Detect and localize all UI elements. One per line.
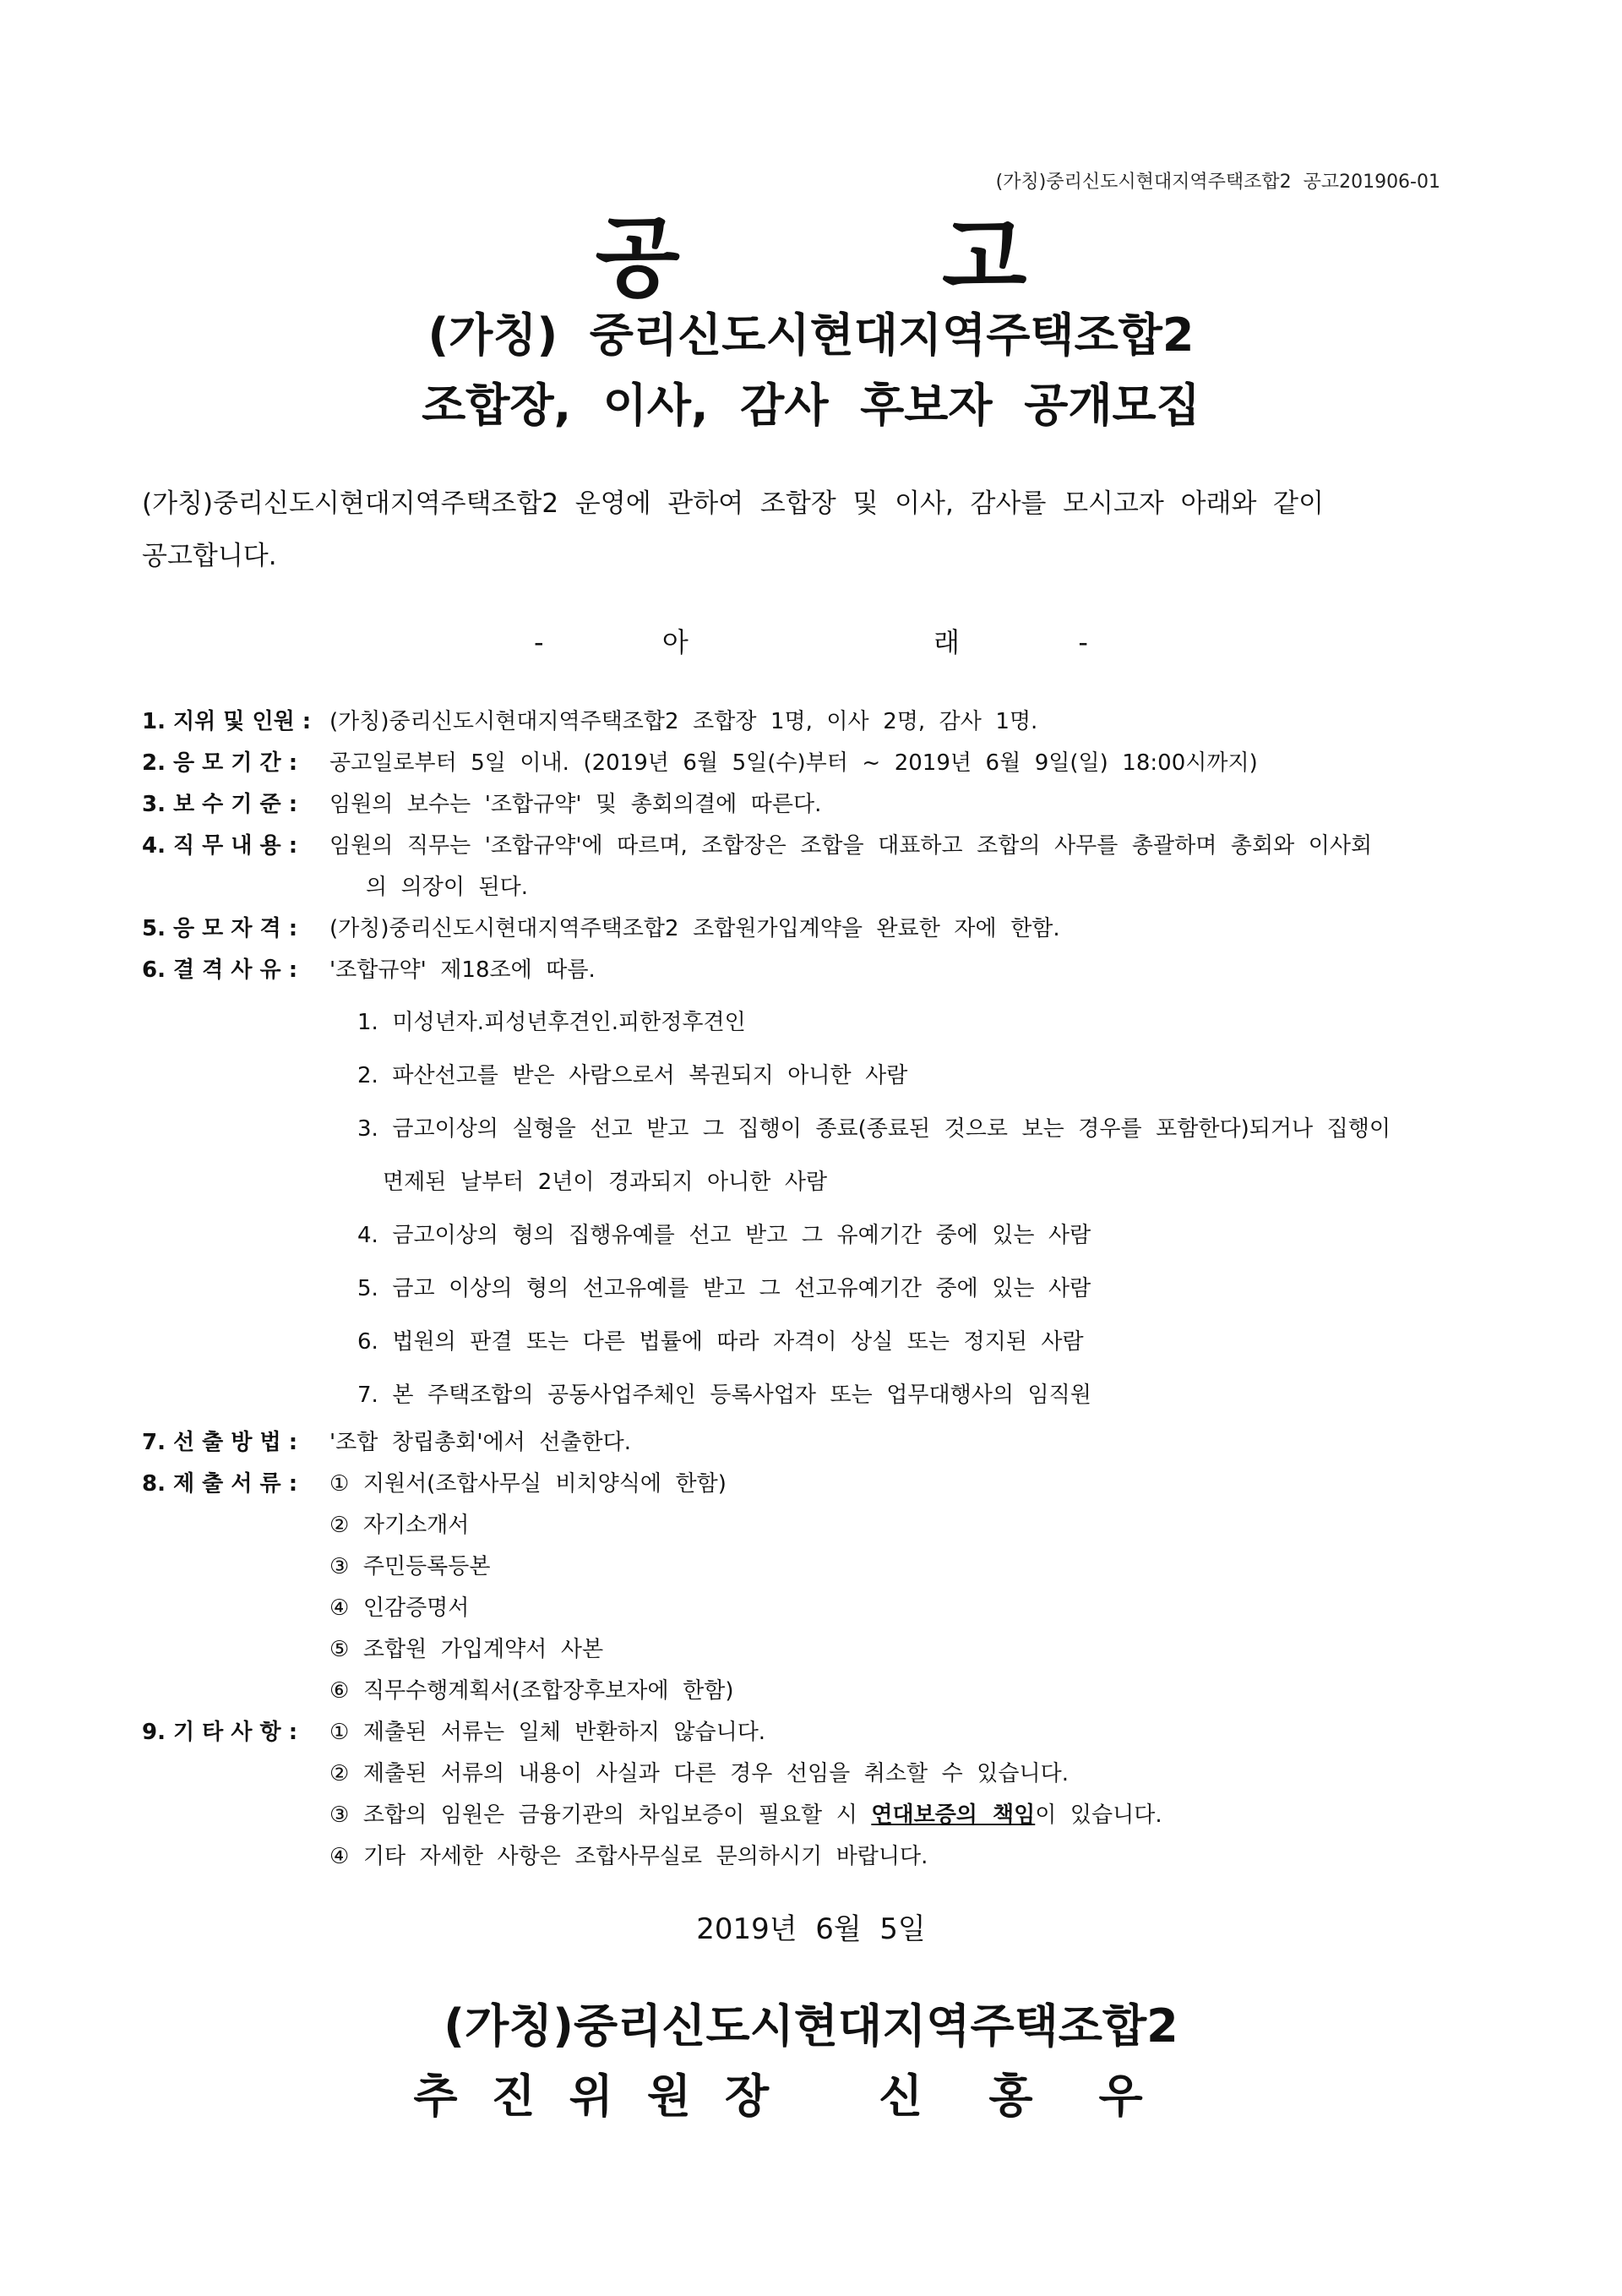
list-item [142, 1316, 1494, 1369]
list-item [142, 1795, 1494, 1836]
list-item [142, 1588, 1494, 1629]
item-value: (가칭)중리신도시현대지역주택조합2 조합장 1명, 이사 2명, 감사 1명. [329, 709, 1038, 734]
item-label: 6. 결 격 사 유 : [142, 957, 298, 983]
item-label: 3. 보 수 기 준 : [142, 792, 298, 817]
item-value: ① 지원서(조합사무실 비치양식에 한함) [329, 1471, 727, 1497]
disqualification-list [142, 996, 1494, 1422]
list-item [142, 1050, 1494, 1103]
list-item-text: ⑤ 조합원 가입계약서 사본 [329, 1637, 604, 1662]
item-label: 8. 제 출 서 류 : [142, 1471, 298, 1497]
list-item-text: 6. 법원의 판결 또는 다른 법률에 따라 자격이 상실 또는 정지된 사람 [357, 1329, 1084, 1355]
list-item [142, 1369, 1494, 1422]
list-item-text: 3. 금고이상의 실형을 선고 받고 그 집행이 종료(종료된 것으로 보는 경우를 포함한다)되거나 집행이 [357, 1116, 1391, 1142]
list-item-text: ⑥ 직무수행계획서(조합장후보자에 한함) [329, 1678, 734, 1704]
item-pay [142, 784, 1494, 826]
item-period [142, 743, 1494, 784]
item-value: '조합규약' 제18조에 따름. [329, 957, 596, 983]
item-value-continuation: 의 의장이 된다. [366, 875, 529, 900]
document-number: (가칭)중리신도시현대지역주택조합2 공고201906-01 [995, 172, 1440, 193]
item-election-method [142, 1422, 1494, 1464]
list-item-text: 7. 본 주택조합의 공동사업주체인 등록사업자 또는 업무대행사의 임직원 [357, 1383, 1091, 1408]
list-item-text: 2. 파산선고를 받은 사람으로서 복권되지 아니한 사람 [357, 1063, 908, 1088]
item-value: ① 제출된 서류는 일체 반환하지 않습니다. [329, 1720, 766, 1745]
intro-paragraph [142, 477, 1494, 582]
item-position [142, 701, 1494, 743]
note-text-before: ③ 조합의 임원은 금융기관의 차입보증이 필요할 시 [329, 1802, 872, 1828]
joint-guarantee-emphasis: 연대보증의 책임 [871, 1802, 1036, 1828]
page-title: 공고 [595, 206, 1289, 309]
item-value: 공고일로부터 5일 이내. (2019년 6월 5일(수)부터 ~ 2019년 6월 9일(일) 18:00시까지) [329, 750, 1258, 776]
item-list [142, 701, 1494, 1878]
item-value: '조합 창립총회'에서 선출한다. [329, 1430, 632, 1455]
list-item-text: ③ 주민등록등본 [329, 1554, 491, 1579]
item-label: 7. 선 출 방 법 : [142, 1430, 298, 1455]
item-label: 4. 직 무 내 용 : [142, 833, 298, 859]
announcement-date: 2019년 6월 5일 [696, 1912, 926, 1946]
item-label: 5. 응 모 자 격 : [142, 916, 298, 941]
list-item [142, 1671, 1494, 1712]
item-label: 1. 지위 및 인원 : [142, 709, 312, 734]
list-item [142, 1753, 1494, 1795]
list-item-text [329, 1795, 1162, 1836]
subtitle-union-name: (가칭) 중리신도시현대지역주택조합2 [427, 308, 1195, 362]
section-heading-below [0, 621, 1622, 660]
list-item [142, 1836, 1494, 1878]
item-other [142, 1712, 1494, 1753]
item-duties [142, 826, 1494, 867]
list-item-text: ② 제출된 서류의 내용이 사실과 다른 경우 선임을 취소할 수 있습니다. [329, 1761, 1069, 1786]
signature-line [0, 2060, 1622, 2125]
list-item [142, 1263, 1494, 1316]
list-item-text: ④ 기타 자세한 사항은 조합사무실로 문의하시기 바랍니다. [329, 1844, 928, 1869]
list-item [142, 1209, 1494, 1263]
list-item [142, 1546, 1494, 1588]
item-documents [142, 1464, 1494, 1505]
subtitle-recruitment: 조합장, 이사, 감사 후보자 공개모집 [422, 379, 1200, 432]
list-item-text: 면제된 날부터 2년이 경과되지 아니한 사람 [383, 1170, 828, 1195]
list-item-continuation [142, 1156, 1494, 1209]
signature-name: 신홍우 [879, 2070, 1209, 2123]
item-label: 2. 응 모 기 간 : [142, 750, 298, 776]
item-disqualification [142, 950, 1494, 991]
list-item-text: ④ 인감증명서 [329, 1595, 470, 1621]
list-item [142, 1505, 1494, 1546]
item-value: 임원의 보수는 '조합규약' 및 총회의결에 따른다. [329, 792, 822, 817]
signature-organization: (가칭)중리신도시현대지역주택조합2 [444, 1999, 1178, 2053]
list-item [142, 1629, 1494, 1671]
intro-line-2: 공고합니다. [142, 541, 277, 571]
list-item-text: 1. 미성년자.피성년후견인.피한정후견인 [357, 1010, 746, 1035]
list-item-text: 4. 금고이상의 형의 집행유예를 선고 받고 그 유예기간 중에 있는 사람 [357, 1223, 1091, 1248]
note-text-after: 이 있습니다. [1035, 1802, 1162, 1828]
list-item [142, 996, 1494, 1050]
section-heading-right: 래 - [933, 626, 1088, 658]
item-value: (가칭)중리신도시현대지역주택조합2 조합원가입계약을 완료한 자에 한함. [329, 916, 1060, 941]
signature-title: 추진위원장 [413, 2070, 803, 2123]
item-label: 9. 기 타 사 항 : [142, 1720, 298, 1745]
item-eligibility [142, 908, 1494, 950]
list-item-text: 5. 금고 이상의 형의 선고유예를 받고 그 선고유예기간 중에 있는 사람 [357, 1276, 1091, 1301]
list-item [142, 1103, 1494, 1156]
intro-line-1: (가칭)중리신도시현대지역주택조합2 운영에 관하여 조합장 및 이사, 감사를 모시고자 아래와 같이 [142, 488, 1325, 519]
item-duties-continued [142, 867, 1494, 908]
list-item-text: ② 자기소개서 [329, 1513, 470, 1538]
section-heading-left: - 아 [534, 626, 689, 658]
item-value: 임원의 직무는 '조합규약'에 따르며, 조합장은 조합을 대표하고 조합의 사무를 총괄하며 총회와 이사회 [329, 833, 1373, 859]
